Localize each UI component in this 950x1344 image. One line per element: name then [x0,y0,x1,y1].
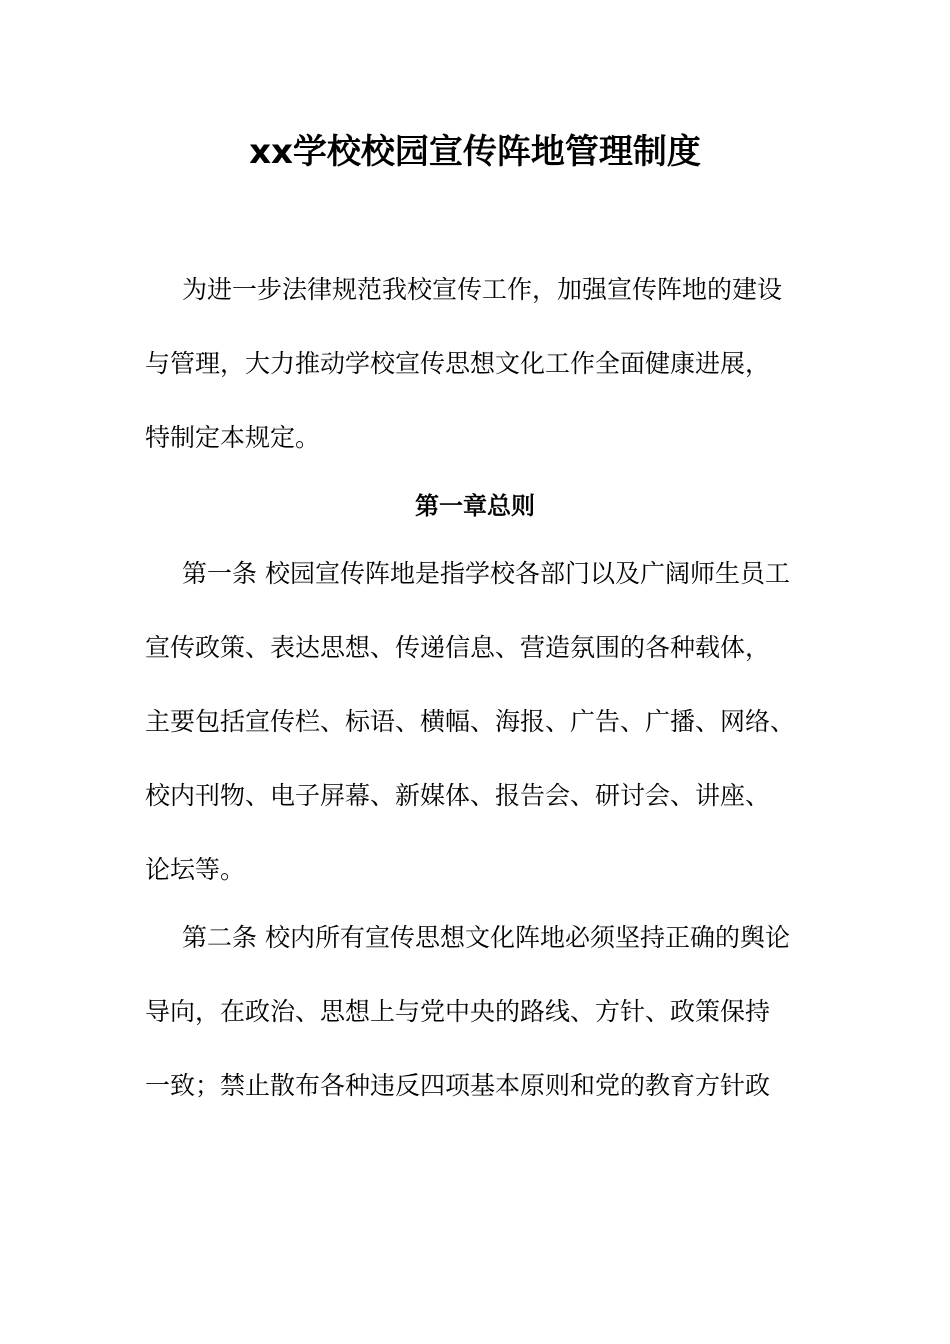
article-1-line: 校内刊物、电子屏幕、新媒体、报告会、研讨会、讲座、 [145,781,771,810]
intro-line: 为进一步法律规范我校宣传工作，加强宣传阵地的建设 [182,275,783,304]
intro-line: 与管理，大力推动学校宣传思想文化工作全面健康进展， [145,349,771,378]
article-1-line: 论坛等。 [145,855,246,884]
article-1-line: 主要包括宣传栏、标语、横幅、海报、广告、广播、网络、 [145,707,796,736]
document-title: xx学校校园宣传阵地管理制度 [249,132,701,172]
article-2-line: 第二条 校内所有宣传思想文化阵地必须坚持正确的舆论 [182,923,790,952]
chapter-title: 第一章总则 [415,492,535,520]
article-1-line: 宣传政策、表达思想、传递信息、营造氛围的各种载体， [145,633,771,662]
article-2-line: 导向，在政治、思想上与党中央的路线、方针、政策保持 [145,997,771,1026]
intro-line: 特制定本规定。 [145,423,321,452]
article-2-line: 一致；禁止散布各种违反四项基本原则和党的教育方针政 [145,1071,771,1100]
article-1-line: 第一条 校园宣传阵地是指学校各部门以及广阔师生员工 [182,559,790,588]
